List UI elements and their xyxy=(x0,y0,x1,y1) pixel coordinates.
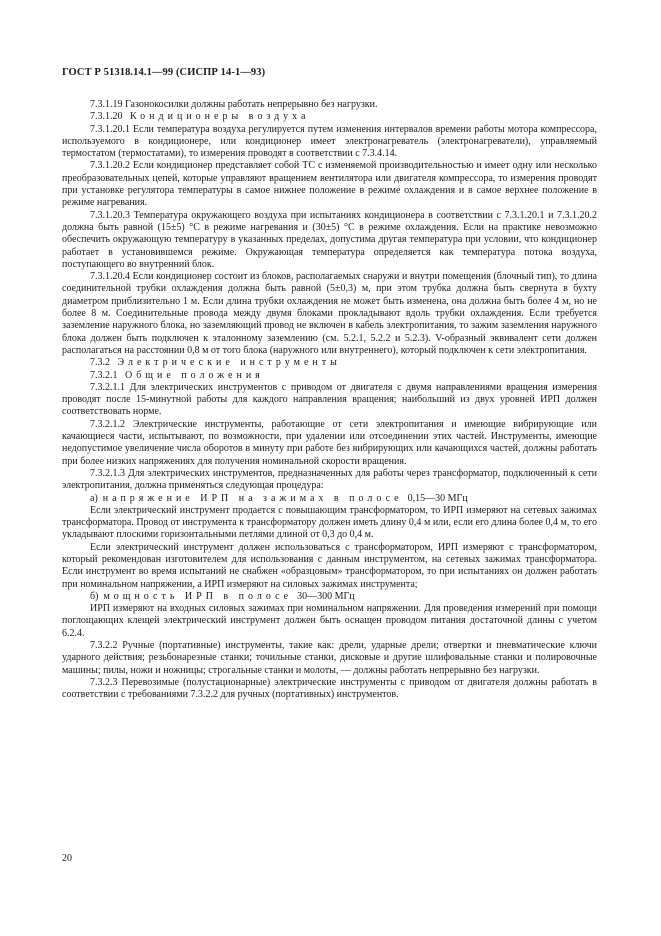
page-number: 20 xyxy=(62,853,72,864)
section-heading-7-3-2 xyxy=(62,357,597,369)
list-marker: а) xyxy=(90,492,98,504)
frequency-range: 30—300 МГц xyxy=(297,590,355,602)
document-body xyxy=(62,99,597,702)
list-item-b xyxy=(62,591,597,603)
paragraph-7-3-2-3: 7.3.2.3 Перевозимые (полустационарные) электрические инструменты с приводом от двигателя должны работать в соответствии с требованиями 7.3.2.2 для ручных (портативных) инструментов. xyxy=(62,676,597,701)
paragraph-7-3-1-20-4: 7.3.1.20.4 Если кондиционер состоит из блоков, располагаемых снаружи и внутри помещения (блочный тип), то длина соединительной трубки охлаждения должна быть равной (5±0,3) м, при этом трубка должна быть свернута в бухту диаметром приблизительно 1 м. Если длина трубки охлаждения не может быть изменена, она должна быть более 4 м, но не более 8 м. Соединительные провода между двумя блоками прокладывают вдоль трубки охлаждения. Если требуется заземление наружного блока, но заземляющий провод не включен в кабель электропитания, то зажим заземления наружного блока должен быть подключен к эталонному заземлению (см. 5.2.1, 5.2.2 и 5.2.3). V-образный эквивалент сети должен располагаться на расстоянии 0,8 м от того блока (наружного или внутреннего), который подключен к сети электропитания. xyxy=(62,271,597,356)
list-marker: б) xyxy=(90,590,99,602)
section-heading-7-3-1-20 xyxy=(62,111,597,123)
section-number: 7.3.1.20 xyxy=(90,111,123,123)
paragraph-transformer-use: Если электрический инструмент должен использоваться с трансформатором, ИРП измеряют с трансформатором, который рекомендован изготовителем для использования с данным инструментом, на сетевых зажимах трансформатора. Если инструмент во время испытаний не снабжен «образцовым» трансформатором, то при испытаниях он должен работать при номинальном напряжении, а ИРП измеряют на силовых зажимах инструмента; xyxy=(62,541,597,590)
paragraph-7-3-2-1-3: 7.3.2.1.3 Для электрических инструментов, предназначенных для работы через трансформатор, подключенный к сети электропитания, должна применяться следующая процедура: xyxy=(62,467,597,492)
section-title: Кондиционеры воздуха xyxy=(130,111,310,123)
paragraph-7-3-2-1-1: 7.3.2.1.1 Для электрических инструментов с приводом от двигателя с двумя направлениями вращения измерения проводят после 15-минутной работы для каждого направления вращения; наибольший из двух уровней ИРП должен соответствовать норме. xyxy=(62,381,597,418)
page-header: ГОСТ Р 51318.14.1—99 (СИСПР 14-1—93) xyxy=(62,67,266,78)
section-title: Общие положения xyxy=(125,369,264,381)
section-number: 7.3.2 xyxy=(90,357,110,369)
paragraph-7-3-2-2: 7.3.2.2 Ручные (портативные) инструменты, такие как: дрели, ударные дрели; отвертки и пневматические ключи ударного действия; резьбонарезные станки; точильные станки, дисковые и другие шлифовальные станки и полировочные машины; пилы, ножи и ножницы; строгальные станки и молоты, — должны работать непрерывно без нагрузки. xyxy=(62,640,597,676)
section-heading-7-3-2-1 xyxy=(62,370,597,382)
section-number: 7.3.2.1 xyxy=(90,369,118,381)
list-item-title: напряжение ИРП на зажимах в полосе xyxy=(102,492,403,504)
paragraph-7-3-2-1-2: 7.3.2.1.2 Электрические инструменты, работающие от сети электропитания и имеющие вибрирующие или качающиеся части, испытывают, по возможности, при удалении или отсоединении этих частей. Инструменты, имеющие недопустимое увеличение числа оборотов в минуту при работе без вибрирующих или качающихся частей, должны работать при более низких напряжениях для получения номинальной скорости вращения. xyxy=(62,418,597,467)
list-item-a xyxy=(62,493,597,505)
section-title: Электрические инструменты xyxy=(117,357,341,369)
list-item-title: мощность ИРП в полосе xyxy=(103,590,293,602)
paragraph-7-3-1-20-3: 7.3.1.20.3 Температура окружающего воздуха при испытаниях кондиционера в соответствии с 7.3.1.20.1 и 7.3.1.20.2 должна быть равной (15±5) °С в режиме нагревания и (30±5) °С в режиме охлаждения. Если на практике невозможно обеспечить окружающую температуру в указанных пределах, допустима другая температура при условии, что кондиционер работает в установившемся режиме. Окружающая температура определяется как температура потока воздуха, поступающего во внутренний блок. xyxy=(62,209,597,270)
paragraph-7-3-1-20-2: 7.3.1.20.2 Если кондиционер представляет собой ТС с изменяемой производительностью и имеет одну или несколько преобразовательных цепей, которые управляют вращением вентилятора или двигателя компрессора, то измерения проводят при установке регулятора температуры в самое нижнее положение в режиме охлаждения и в самое верхнее положение в режиме нагревания. xyxy=(62,160,597,209)
paragraph-7-3-1-19: 7.3.1.19 Газонокосилки должны работать непрерывно без нагрузки. xyxy=(90,99,378,110)
paragraph-7-3-1-20-1: 7.3.1.20.1 Если температура воздуха регулируется путем изменения интервалов времени работы мотора компрессора, используемого в кондиционере, или кондиционер имеет электронагреватель (электронагреватели), управляемый термостатом (термостатами), то измерения проводят в соответствии с 7.3.4.14. xyxy=(62,123,597,160)
paragraph-step-up-transformer: Если электрический инструмент продается с повышающим трансформатором, то ИРП измеряют на сетевых зажимах трансформатора. Провод от инструмента к трансформатору должен иметь длину 0,4 м или, если его длина более 0,4 м, то его укладывают плоскими горизонтальными петлями длиной от 0,3 до 0,4 м. xyxy=(62,504,597,541)
frequency-range: 0,15—30 МГц xyxy=(407,492,468,504)
paragraph-absorbing-clamp: ИРП измеряют на входных силовых зажимах при номинальном напряжении. Для проведения измерений при помощи поглощающих клещей электрический инструмент должен быть оснащен проводом питания достаточной длины с учетом 6.2.4. xyxy=(62,603,597,639)
